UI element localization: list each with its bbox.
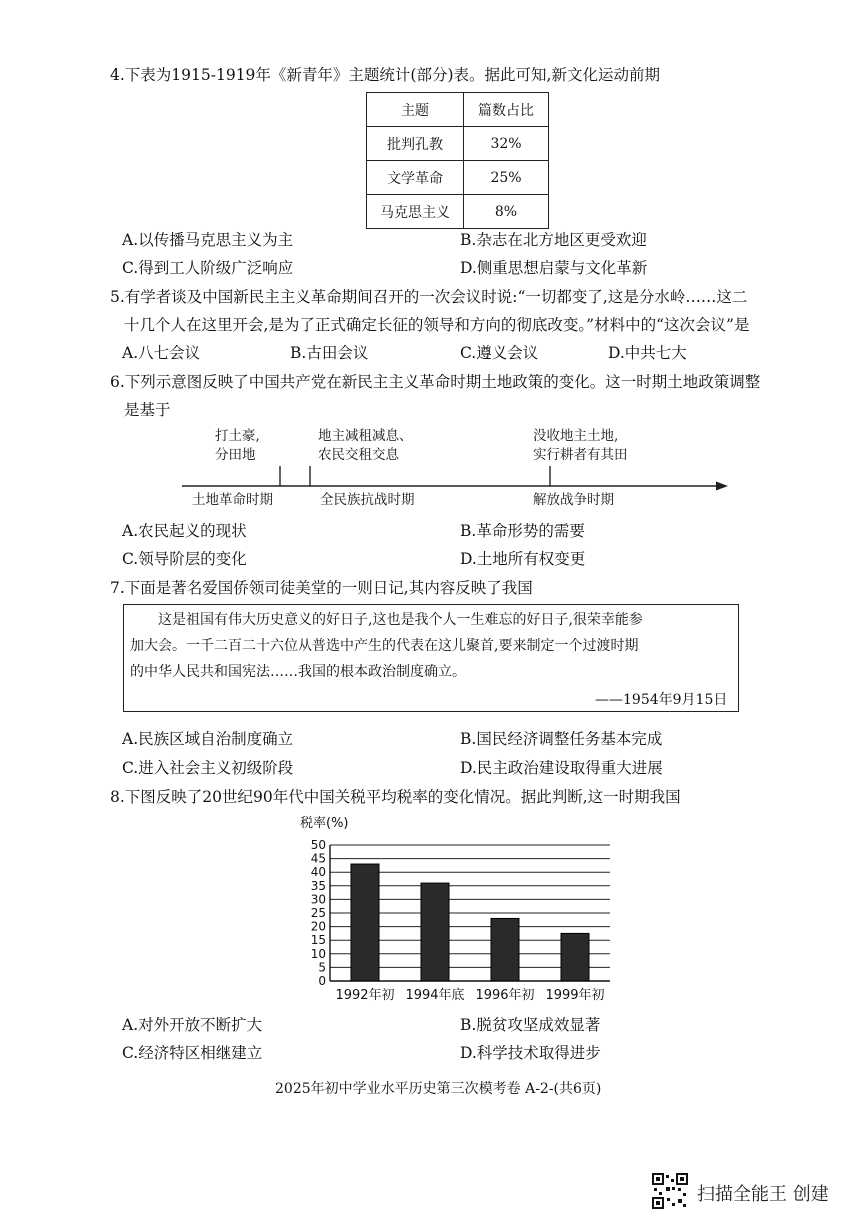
q7-option-b[interactable]: B.国民经济调整任务基本完成 — [460, 730, 663, 748]
chart-y-axis-label: 税率(%) — [300, 816, 349, 831]
q6-option-d[interactable]: D.土地所有权变更 — [460, 550, 586, 568]
q8-bar-chart — [280, 808, 630, 1008]
q7-stem: 7.下面是著名爱国侨领司徒美堂的一则日记,其内容反映了我国 — [110, 579, 533, 597]
table-header-row — [367, 93, 549, 127]
timeline-policy-2-line2: 农民交租交息 — [318, 447, 399, 463]
chart-x-tick-label: 1992年初 — [335, 988, 395, 1003]
timeline-policy-3-line1: 没收地主土地, — [533, 428, 619, 444]
q4-option-b[interactable]: B.杂志在北方地区更受欢迎 — [460, 231, 647, 249]
q8-stem: 8.下图反映了20世纪90年代中国关税平均税率的变化情况。据此判断,这一时期我国 — [110, 788, 681, 806]
q7-option-d[interactable]: D.民主政治建设取得重大进展 — [460, 759, 663, 777]
table-cell: 文学革命 — [367, 161, 464, 195]
q4-option-a[interactable]: A.以传播马克思主义为主 — [122, 231, 294, 249]
q5-option-c[interactable]: C.遵义会议 — [460, 344, 539, 362]
chart-x-tick-label: 1994年底 — [405, 988, 465, 1003]
table-header-cell: 篇数占比 — [464, 93, 549, 127]
chart-bar — [351, 864, 379, 981]
scanner-watermark-text: 扫描全能王 创建 — [697, 1184, 829, 1205]
q5-option-d[interactable]: D.中共七大 — [608, 344, 687, 362]
table-row — [367, 161, 549, 195]
q8-option-d[interactable]: D.科学技术取得进步 — [460, 1044, 601, 1062]
q7-diary-line1: 这是祖国有伟大历史意义的好日子,这也是我个人一生难忘的好日子,很荣幸能参 — [158, 612, 643, 628]
q7-diary-date: ——1954年9月15日 — [595, 692, 728, 708]
chart-y-tick-label: 0 — [318, 974, 326, 988]
q4-stem: 4.下表为1915-1919年《新青年》主题统计(部分)表。据此可知,新文化运动前期 — [110, 66, 660, 84]
timeline-policy-1-line1: 打土豪, — [215, 428, 260, 444]
q6-option-a[interactable]: A.农民起义的现状 — [122, 522, 247, 540]
chart-y-tick-label: 45 — [310, 851, 326, 866]
chart-y-tick-label: 50 — [310, 838, 326, 852]
qr-code-icon — [652, 1173, 688, 1209]
q6-stem-line1: 6.下列示意图反映了中国共产党在新民主主义革命时期土地政策的变化。这一时期土地政策调整 — [110, 373, 761, 391]
q8-option-b[interactable]: B.脱贫攻坚成效显著 — [460, 1016, 601, 1034]
chart-y-tick-label: 40 — [310, 865, 326, 880]
timeline-arrow-head — [716, 482, 728, 491]
q4-table — [366, 92, 549, 229]
timeline-policy-2-line1: 地主减租减息、 — [318, 428, 413, 444]
table-cell: 马克思主义 — [367, 195, 464, 229]
q5-option-a[interactable]: A.八七会议 — [122, 344, 201, 362]
chart-y-tick-label: 30 — [310, 892, 326, 907]
table-row — [367, 127, 549, 161]
chart-y-tick-label: 25 — [310, 906, 326, 920]
timeline-period-3: 解放战争时期 — [533, 492, 614, 508]
q7-option-c[interactable]: C.进入社会主义初级阶段 — [122, 759, 294, 777]
timeline-policy-1-line2: 分田地 — [215, 447, 256, 463]
table-cell: 批判孔教 — [367, 127, 464, 161]
chart-bar — [491, 918, 519, 981]
chart-y-tick-label: 35 — [310, 878, 326, 893]
chart-y-tick-label: 5 — [318, 960, 326, 975]
q8-option-a[interactable]: A.对外开放不断扩大 — [122, 1016, 263, 1034]
q5-stem-line2: 十几个人在这里开会,是为了正式确定长征的领导和方向的彻底改变。”材料中的“这次会议”是 — [124, 316, 750, 334]
table-row — [367, 195, 549, 229]
chart-x-tick-label: 1996年初 — [475, 988, 535, 1003]
q6-option-b[interactable]: B.革命形势的需要 — [460, 522, 585, 540]
q6-option-c[interactable]: C.领导阶层的变化 — [122, 550, 247, 568]
q5-stem-line1: 5.有学者谈及中国新民主主义革命期间召开的一次会议时说:“一切都变了,这是分水岭……这二 — [110, 288, 748, 306]
chart-bar — [421, 883, 449, 981]
timeline-policy-3-line2: 实行耕者有其田 — [533, 447, 628, 463]
table-header-cell: 主题 — [367, 93, 464, 127]
page-footer: 2025年初中学业水平历史第三次模考卷 A-2-(共6页) — [275, 1081, 602, 1097]
q4-option-c[interactable]: C.得到工人阶级广泛响应 — [122, 259, 294, 277]
table-cell: 8% — [464, 195, 549, 229]
chart-y-tick-label: 10 — [310, 946, 326, 961]
q4-option-d[interactable]: D.侧重思想启蒙与文化革新 — [460, 259, 648, 277]
q6-stem-line2: 是基于 — [124, 401, 171, 419]
timeline-axis — [180, 464, 730, 494]
q7-diary-line2: 加大会。一千二百二十六位从普选中产生的代表在这儿聚首,要来制定一个过渡时期 — [130, 638, 639, 654]
q7-option-a[interactable]: A.民族区域自治制度确立 — [122, 730, 294, 748]
q8-option-c[interactable]: C.经济特区相继建立 — [122, 1044, 263, 1062]
table-cell: 32% — [464, 127, 549, 161]
q5-option-b[interactable]: B.古田会议 — [290, 344, 369, 362]
timeline-period-1: 土地革命时期 — [192, 492, 273, 508]
table-cell: 25% — [464, 161, 549, 195]
chart-bar — [561, 933, 589, 981]
chart-y-tick-label: 20 — [310, 919, 326, 934]
chart-x-tick-label: 1999年初 — [545, 988, 605, 1003]
chart-y-tick-label: 15 — [310, 933, 326, 948]
timeline-period-2: 全民族抗战时期 — [320, 492, 415, 508]
q7-diary-line3: 的中华人民共和国宪法……我国的根本政治制度确立。 — [130, 664, 466, 680]
